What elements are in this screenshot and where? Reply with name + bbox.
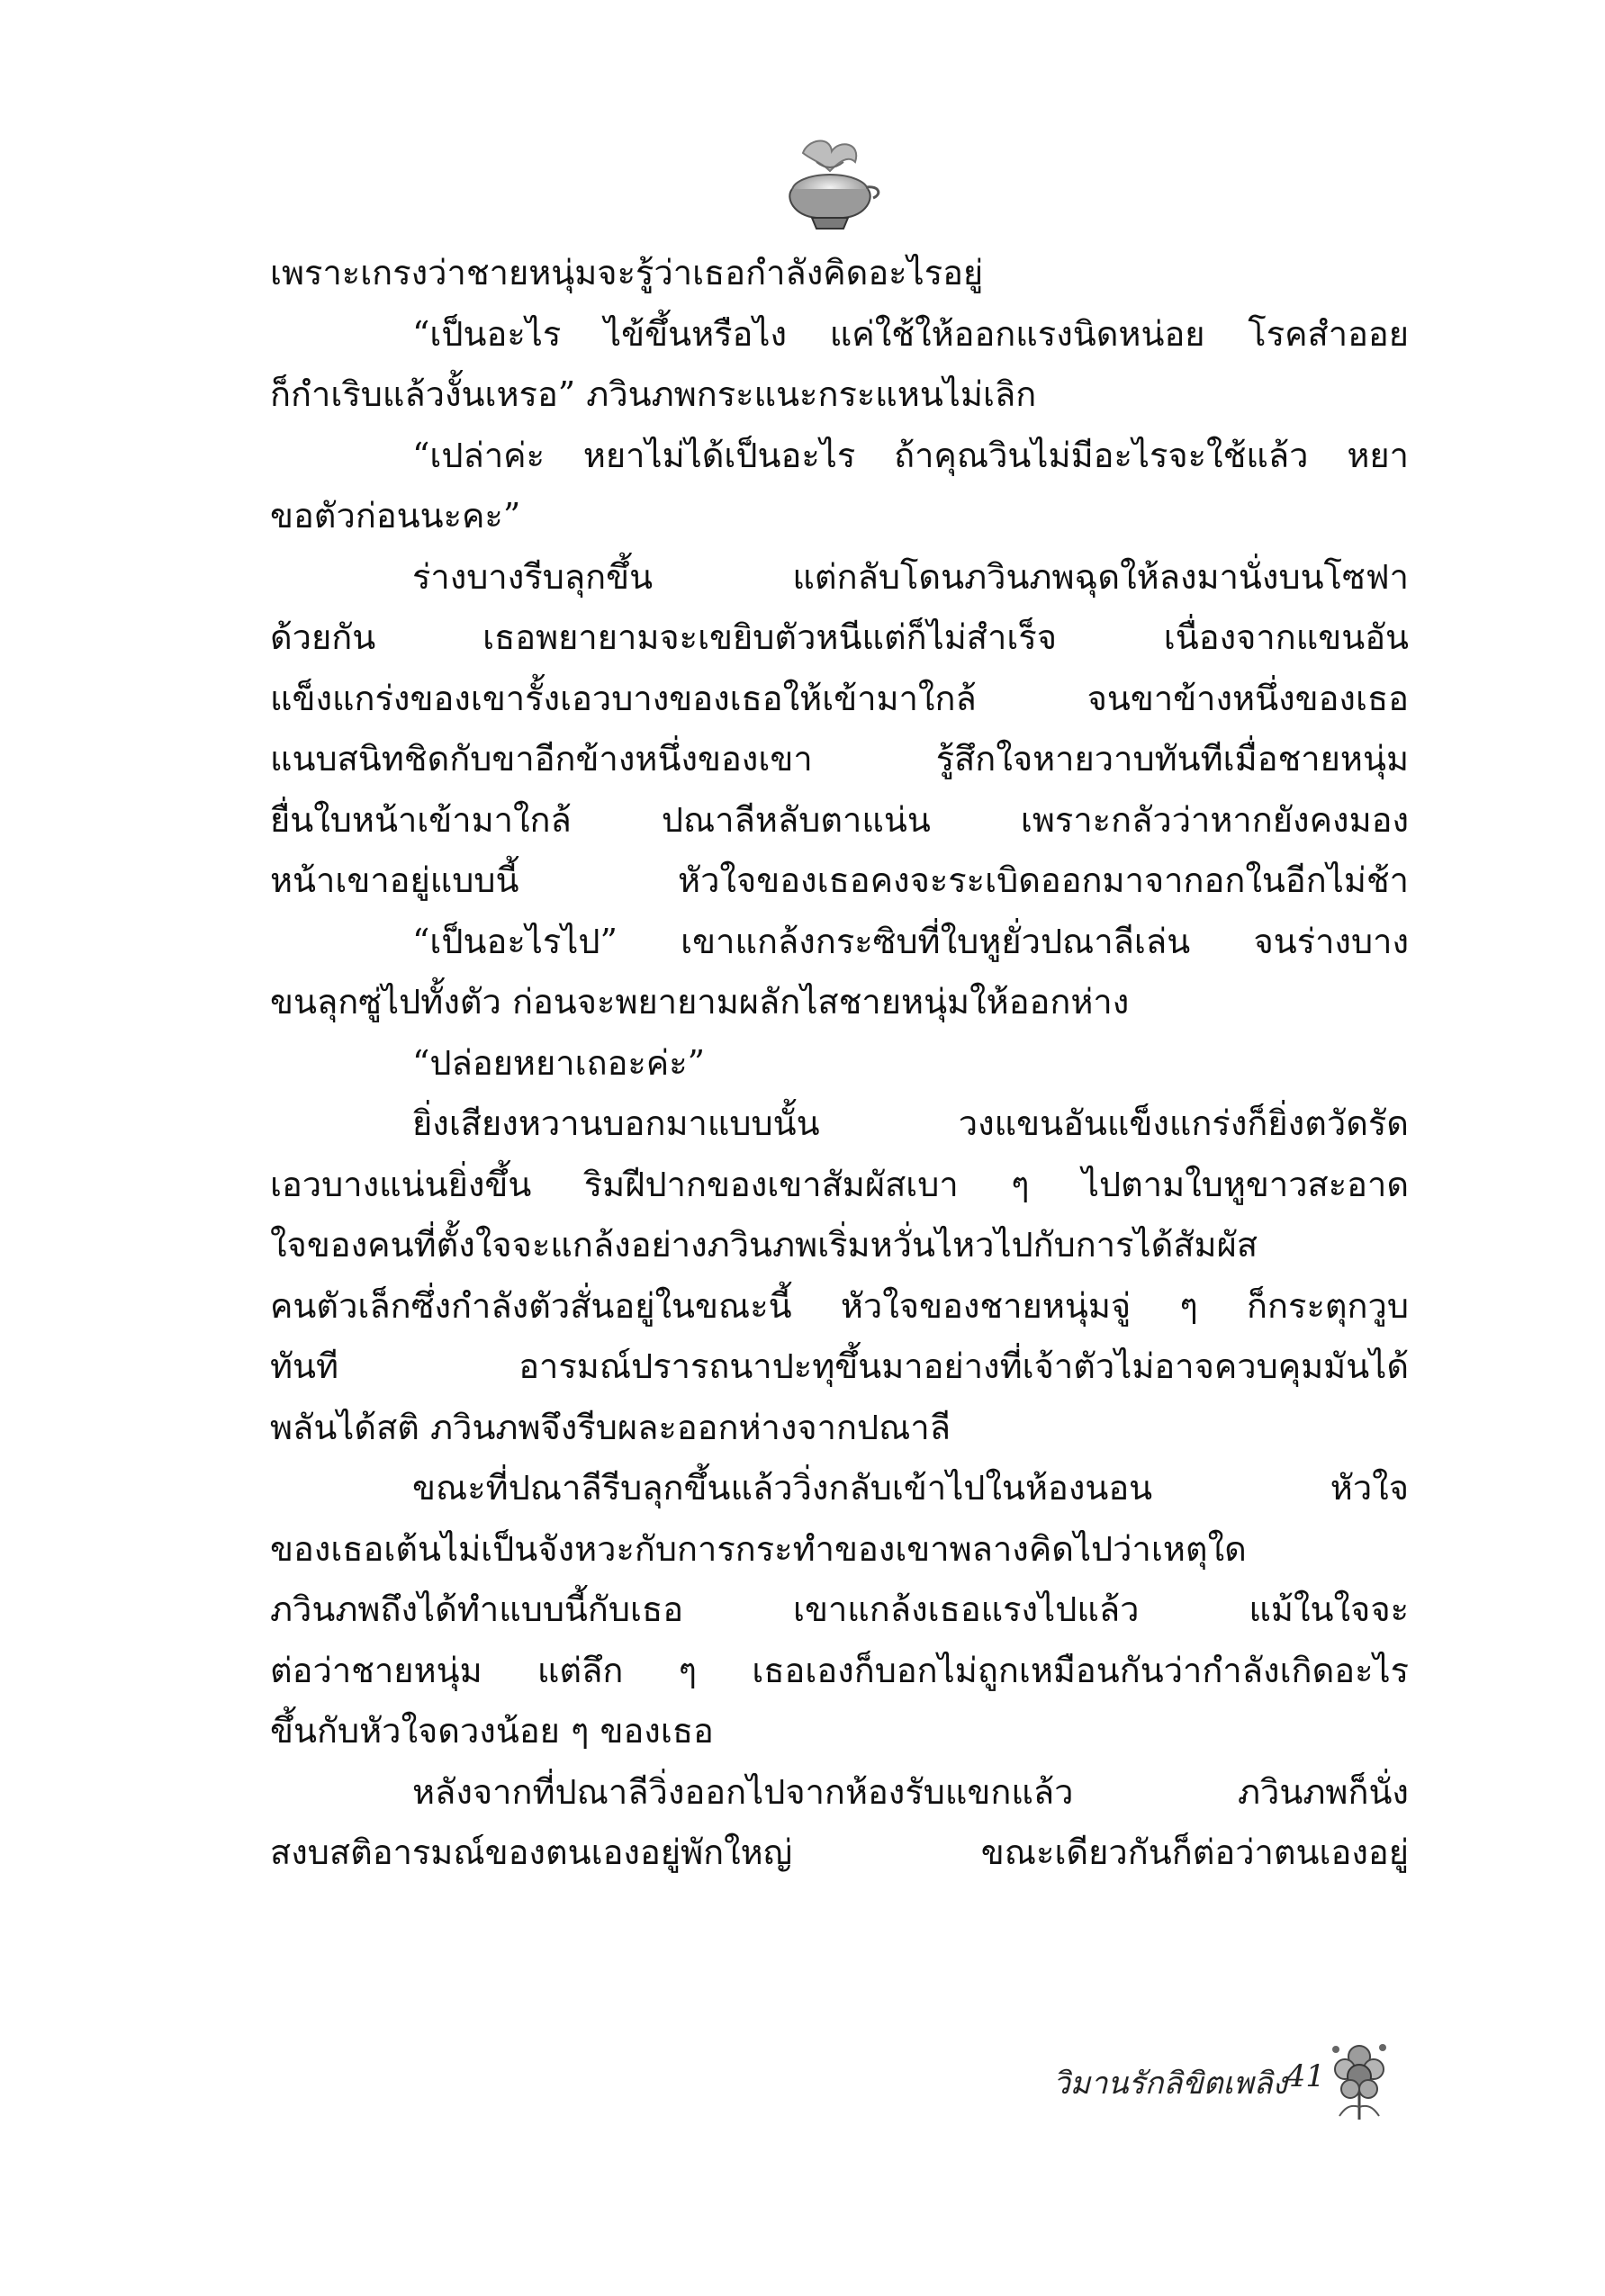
lamp-ornament-icon (776, 135, 884, 234)
text-line: หน้าเขาอยู่แบบนี้ หัวใจของเธอคงจะระเบิดออกมาจากอกในอีกไม่ช้า (270, 860, 1409, 900)
text-line: ยื่นใบหน้าเข้ามาใกล้ ปณาลีหลับตาแน่น เพราะกลัวว่าหากยังคงมอง (270, 799, 1409, 840)
text-line: พลันได้สติ ภวินภพจึงรีบผละออกห่างจากปณาลี (270, 1407, 951, 1447)
text-line: คนตัวเล็กซึ่งกำลังตัวสั่นอยู่ในขณะนี้ หัวใจของชายหนุ่มจู่ ๆ ก็กระตุกวูบ (270, 1285, 1409, 1326)
text-line: ขนลุกซู่ไปทั้งตัว ก่อนจะพยายามผลักไสชายหนุ่มให้ออกห่าง (270, 982, 1130, 1022)
page-number: 41 (1285, 2058, 1325, 2094)
text-line: ภวินภพถึงได้ทำแบบนี้กับเธอ เขาแกล้งเธอแรงไปแล้ว แม้ในใจจะ (270, 1589, 1409, 1629)
text-line: แข็งแกร่งของเขารั้งเอวบางของเธอให้เข้ามาใกล้ จนขาข้างหนึ่งของเธอ (270, 678, 1409, 718)
text-line: เอวบางแน่นยิ่งขึ้น ริมฝีปากของเขาสัมผัสเบา ๆ ไปตามใบหูขาวสะอาด (270, 1164, 1409, 1204)
text-line: ด้วยกัน เธอพยายามจะเขยิบตัวหนีแต่ก็ไม่สำเร็จ เนื่องจากแขนอัน (270, 617, 1409, 657)
text-line: ขึ้นกับหัวใจดวงน้อย ๆ ของเธอ (270, 1711, 714, 1751)
text-line: ของเธอเต้นไม่เป็นจังหวะกับการกระทำของเขาพลางคิดไปว่าเหตุใด (270, 1528, 1247, 1569)
text-line: ขอตัวก่อนนะคะ” (270, 496, 521, 536)
text-line: “เปล่าค่ะ หยาไม่ได้เป็นอะไร ถ้าคุณวินไม่มีอะไรจะใช้แล้ว หยา (412, 435, 1409, 475)
text-line: ยิ่งเสียงหวานบอกมาแบบนั้น วงแขนอันแข็งแกร่งก็ยิ่งตวัดรัด (412, 1103, 1409, 1143)
text-line: ทันที อารมณ์ปรารถนาปะทุขึ้นมาอย่างที่เจ้าตัวไม่อาจควบคุมมันได้ (270, 1346, 1409, 1386)
book-title: วิมานรักลิขิตเพลิง (1052, 2066, 1287, 2102)
text-line: ขณะที่ปณาลีรีบลุกขึ้นแล้ววิ่งกลับเข้าไปในห้องนอน หัวใจ (412, 1468, 1409, 1508)
text-line: “เป็นอะไร ไข้ขึ้นหรือไง แค่ใช้ให้ออกแรงนิดหน่อย โรคสำออย (412, 313, 1409, 354)
page-footer (1035, 2030, 1395, 2129)
text-line: แนบสนิทชิดกับขาอีกข้างหนึ่งของเขา รู้สึกใจหายวาบทันทีเมื่อชายหนุ่ม (270, 739, 1409, 779)
text-line: “ปล่อยหยาเถอะค่ะ” (412, 1042, 706, 1083)
text-line: ร่างบางรีบลุกขึ้น แต่กลับโดนภวินภพฉุดให้ลงมานั่งบนโซฟา (412, 556, 1409, 597)
text-line: หลังจากที่ปณาลีวิ่งออกไปจากห้องรับแขกแล้ว ภวินภพก็นั่ง (412, 1771, 1409, 1812)
text-line: “เป็นอะไรไป” เขาแกล้งกระซิบที่ใบหูยั่วปณาลีเล่น จนร่างบาง (412, 921, 1409, 961)
flower-ornament-icon (1323, 2030, 1395, 2129)
body-text (270, 243, 1409, 1884)
text-line: ก็กำเริบแล้วงั้นเหรอ” ภวินภพกระแนะกระแหนไม่เลิก (270, 374, 1037, 414)
text-line: สงบสติอารมณ์ของตนเองอยู่พักใหญ่ ขณะเดียวกันก็ต่อว่าตนเองอยู่ (270, 1832, 1409, 1872)
text-line: ใจของคนที่ตั้งใจจะแกล้งอย่างภวินภพเริ่มหวั่นไหวไปกับการได้สัมผัส (270, 1225, 1258, 1265)
text-line: เพราะเกรงว่าชายหนุ่มจะรู้ว่าเธอกำลังคิดอะไรอยู่ (270, 253, 984, 293)
text-line: ต่อว่าชายหนุ่ม แต่ลึก ๆ เธอเองก็บอกไม่ถูกเหมือนกันว่ากำลังเกิดอะไร (270, 1650, 1409, 1690)
